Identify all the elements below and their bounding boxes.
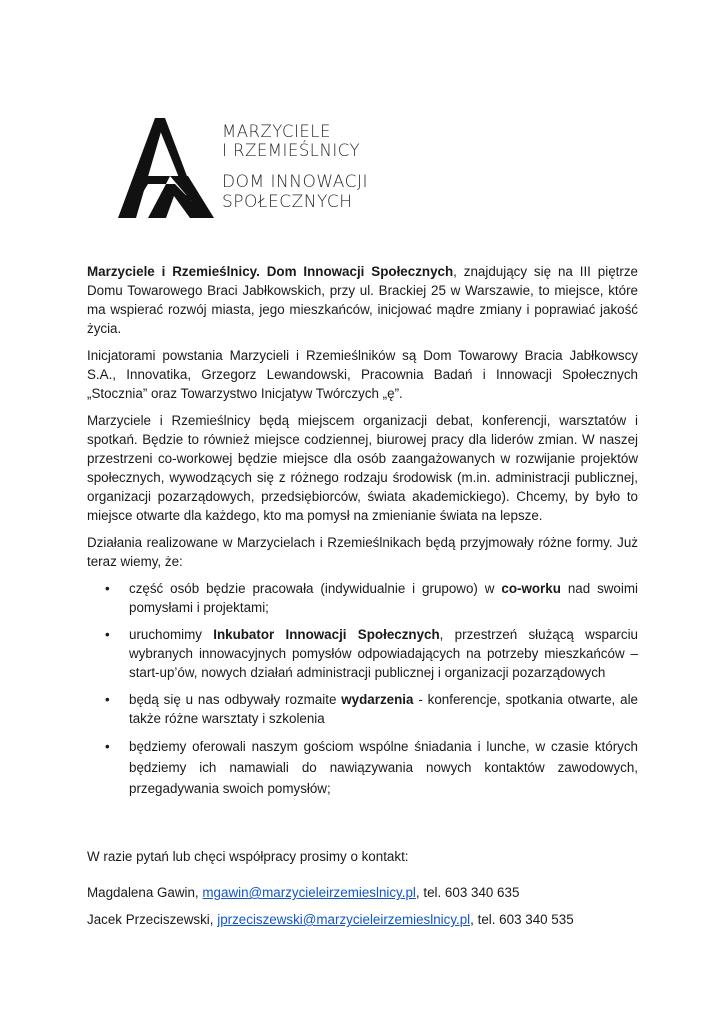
intro-paragraph xyxy=(87,262,638,338)
bullet-icon: • xyxy=(105,739,110,754)
intro-text: , znajdujący się na III piętrze Domu Towarowego Braci Jabłkowskich, przy ul. Brackiej 25 w Warszawie, to miejsce, które ma wspierać rozwój miasta, jego mieszkańców, inicjować mądre zmiany i poprawiać jakość życia. xyxy=(87,264,638,336)
logo xyxy=(118,118,408,222)
contact-name: Magdalena Gawin, xyxy=(87,885,203,900)
contact-line xyxy=(87,883,638,902)
contact-phone: , tel. 603 340 635 xyxy=(415,885,520,900)
intro-bold: Marzyciele i Rzemieślnicy. Dom Innowacji Społecznych xyxy=(87,264,454,279)
marzyciele-logo-icon xyxy=(118,118,214,218)
activities-list xyxy=(87,579,638,799)
contact-name: Jacek Przeciszewski, xyxy=(87,912,218,927)
bullet-icon: • xyxy=(105,627,110,642)
list-item: • uruchomimy Inkubator Innowacji Społecznych, przestrzeń służącą wsparciu wybranych innowacyjnych pomysłów odpowiadających na potrzeby mieszkańców – start-up’ów, nowych działań administracji publicznej i organizacji pozarządowych xyxy=(105,627,639,680)
activities-paragraph: Działania realizowane w Marzycielach i Rzemieślnikach będą przyjmowały różne formy. Już teraz wiemy, że: xyxy=(87,535,638,569)
list-item: • będą się u nas odbywały rozmaite wydarzenia - konferencje, spotkania otwarte, ale także różne warsztaty i szkolenia xyxy=(105,692,638,726)
logo-wordmark xyxy=(222,122,368,212)
logo-line: MARZYCIELE xyxy=(222,122,331,141)
contact-intro: W razie pytań lub chęci współpracy prosimy o kontakt: xyxy=(87,849,409,864)
contact-email-link[interactable]: mgawin@marzycieleirzemieslnicy.pl xyxy=(202,885,416,900)
bullet-icon: • xyxy=(105,692,110,707)
initiators-paragraph: Inicjatorami powstania Marzycieli i Rzemieślników są Dom Towarowy Bracia Jabłkowscy S.A., Innovatika, Grzegorz Lewandowski, Pracownia Badań i Innowacji Społecznych „Stocznia” oraz Towarzystwo Inicjatyw Twórczych „ę”. xyxy=(87,348,638,401)
logo-line: DOM INNOWACJI xyxy=(222,172,368,192)
logo-line: I RZEMIEŚLNICY xyxy=(222,141,361,160)
list-item: • będziemy oferowali naszym gościom wspólne śniadania i lunche, w czasie których będziemy ich namawiali do nawiązywania nowych kontaktów zawodowych, przegadywania swoich pomysłów; xyxy=(87,736,638,799)
contact-line xyxy=(87,910,638,929)
logo-line: SPOŁECZNYCH xyxy=(222,192,353,212)
bullet-icon: • xyxy=(105,581,110,596)
contact-email-link[interactable]: jprzeciszewski@marzycieleirzemieslnicy.pl xyxy=(217,912,471,927)
list-item: • część osób będzie pracowała (indywidualnie i grupowo) w co-worku nad swoimi pomysłami i projektami; xyxy=(105,581,638,615)
document-body xyxy=(87,262,638,937)
contact-phone: , tel. 603 340 535 xyxy=(470,912,574,927)
description-paragraph: Marzyciele i Rzemieślnicy będą miejscem organizacji debat, konferencji, warsztatów i spotkań. Będzie to również miejsce codziennej, biurowej pracy dla liderów zmian. W naszej przestrzeni co-workowej będzie miejsce dla osób zaangażowanych w rozwijanie projektów społecznych, wywodzących się z różnego rodzaju środowisk (m.in. administracji publicznej, organizacji pozarządowych, przedsiębiorców, świata akademickiego). Chcemy, by było to miejsce otwarte dla każdego, kto ma pomysł na zmienianie świata na lepsze. xyxy=(87,413,638,523)
